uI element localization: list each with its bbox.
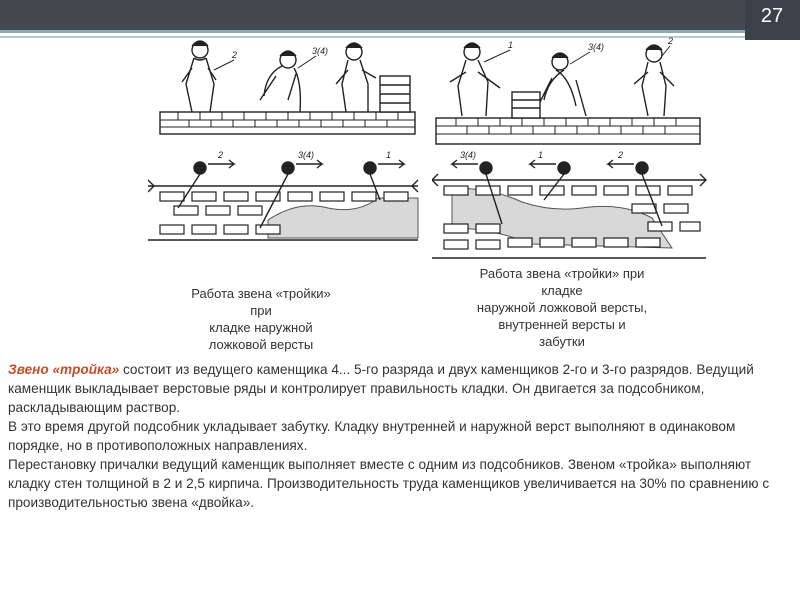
worker-label: 1 — [508, 40, 514, 50]
paragraph: В это время другой подсобник укладывает забутку. Кладку внутренней и наружной верст выполняют в одинаковом порядке, но в противоположных направлениях. — [8, 419, 736, 453]
term-highlight: Звено «тройка» — [8, 362, 120, 377]
worker-label: 2 — [232, 50, 238, 60]
arrow-label: 2 — [218, 150, 224, 160]
paragraph-text: состоит из ведущего каменщика 4... 5-го разряда и двух каменщиков 2-го и 3-го разрядов. Ведущий каменщик выкладывает верстовые ряды и контролирует правильность кладки. Он двигается за подсобником, раскладывающим раствор. — [8, 362, 754, 415]
caption-line: кладке наружной — [209, 320, 313, 335]
top-bar — [0, 0, 800, 26]
arrow-label: 1 — [386, 150, 392, 160]
caption-line: Работа звена «тройки» при — [479, 266, 645, 281]
right-masonry-illustration — [432, 28, 712, 264]
body-text — [8, 360, 792, 512]
arrow-label: 2 — [618, 150, 624, 160]
worker-label: 3(4) — [312, 46, 329, 56]
arrow-label: 1 — [538, 150, 544, 160]
right-figure-caption — [424, 265, 700, 350]
arrow-label: 3(4) — [298, 150, 315, 160]
arrow-label: 3(4) — [460, 150, 477, 160]
caption-line: ложковой версты — [208, 337, 314, 352]
caption-line: при — [250, 303, 272, 318]
caption-line: наружной ложковой версты, — [476, 300, 648, 315]
worker-label: 3(4) — [588, 42, 605, 52]
caption-line: Работа звена «тройки» — [191, 286, 331, 301]
caption-line: кладке — [541, 283, 583, 298]
paragraph — [8, 360, 792, 417]
caption-line: забутки — [539, 334, 585, 349]
worker-label: 2 — [668, 36, 674, 46]
caption-line: внутренней версты и — [498, 317, 626, 332]
left-figure-caption — [150, 285, 372, 353]
left-masonry-illustration — [148, 28, 428, 254]
slide-number: 27 — [760, 5, 784, 27]
paragraph: Перестановку причалки ведущий каменщик выполняет вместе с одним из подсобников. Звеном «тройка» выполняют кладку стен толщиной в 2 и 2,5 кирпича. Производительность труда каменщиков увеличивается на 30% по сравнению с производительностью звена «двойка». — [8, 457, 770, 510]
